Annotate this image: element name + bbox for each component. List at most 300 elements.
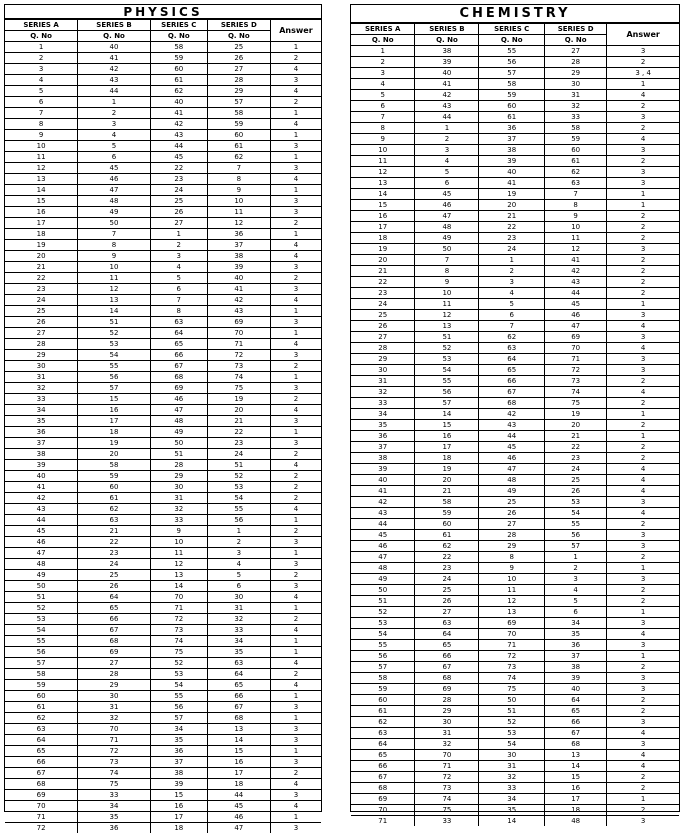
series-c-qno: 48 xyxy=(479,475,545,486)
series-a-qno: 32 xyxy=(351,387,415,398)
answer-cell: 4 xyxy=(607,486,679,497)
answer-cell: 2 xyxy=(607,222,679,233)
series-a-qno: 57 xyxy=(5,658,78,669)
answer-cell: 3 xyxy=(607,178,679,189)
series-d-qno: 36 xyxy=(545,640,607,651)
answer-cell: 4 xyxy=(270,174,321,185)
series-d-qno: 42 xyxy=(545,266,607,277)
series-a-qno: 58 xyxy=(351,673,415,684)
series-a-qno: 38 xyxy=(351,453,415,464)
series-a-qno: 13 xyxy=(5,174,78,185)
series-a-qno: 56 xyxy=(351,651,415,662)
series-a-qno: 31 xyxy=(5,372,78,383)
series-c-qno: 72 xyxy=(479,651,545,662)
series-c-qno: 33 xyxy=(479,783,545,794)
answer-cell: 3 xyxy=(270,383,321,394)
series-b-qno: 56 xyxy=(415,387,479,398)
series-d-qno: 53 xyxy=(207,482,270,493)
answer-cell: 1 xyxy=(270,427,321,438)
table-row xyxy=(351,497,679,508)
series-b-qno: 30 xyxy=(415,717,479,728)
series-a-qno: 58 xyxy=(5,669,78,680)
table-row xyxy=(5,163,321,174)
series-d-qno: 65 xyxy=(207,680,270,691)
series-a-qno: 14 xyxy=(351,189,415,200)
series-b-qno: 20 xyxy=(415,475,479,486)
table-row xyxy=(351,717,679,728)
table-row xyxy=(351,101,679,112)
table-row xyxy=(351,90,679,101)
series-c-qno: 23 xyxy=(479,233,545,244)
series-a-qno: 37 xyxy=(351,442,415,453)
answer-cell: 4 xyxy=(607,134,679,145)
series-d-qno: 74 xyxy=(207,372,270,383)
series-c-qno: 5 xyxy=(150,273,207,284)
table-row xyxy=(351,651,679,662)
series-d-qno: 6 xyxy=(545,607,607,618)
series-d-qno: 51 xyxy=(207,460,270,471)
series-b-qno: 65 xyxy=(415,640,479,651)
answer-cell: 2 xyxy=(607,585,679,596)
series-b-qno: 75 xyxy=(415,805,479,816)
series-d-qno: 56 xyxy=(207,515,270,526)
series-b-qno: 55 xyxy=(78,361,151,372)
series-b-qno: 15 xyxy=(415,420,479,431)
series-c-qno: 22 xyxy=(479,222,545,233)
series-d-qno: 64 xyxy=(207,669,270,680)
table-row xyxy=(5,339,321,350)
answer-cell: 3 , 4 xyxy=(607,68,679,79)
series-a-header: SERIES A xyxy=(5,20,78,31)
series-d-qno: 67 xyxy=(545,728,607,739)
series-d-qno: 16 xyxy=(545,783,607,794)
table-row xyxy=(5,680,321,691)
series-c-qno: 22 xyxy=(150,163,207,174)
series-c-qno: 4 xyxy=(479,288,545,299)
answer-cell: 1 xyxy=(270,130,321,141)
series-c-qno: 15 xyxy=(150,790,207,801)
series-b-header: SERIES B xyxy=(78,20,151,31)
table-row xyxy=(5,570,321,581)
series-d-qno: 52 xyxy=(207,471,270,482)
table-row xyxy=(5,64,321,75)
table-row xyxy=(351,453,679,464)
series-d-qno: 18 xyxy=(545,805,607,816)
series-a-qno: 36 xyxy=(5,427,78,438)
series-d-qno: 47 xyxy=(207,823,270,833)
series-d-qno: 6 xyxy=(207,581,270,592)
series-b-qno: 18 xyxy=(78,427,151,438)
answer-cell: 2 xyxy=(607,519,679,530)
series-c-qno: 27 xyxy=(150,218,207,229)
series-a-qno: 26 xyxy=(5,317,78,328)
series-d-qno: 58 xyxy=(545,123,607,134)
table-row xyxy=(5,438,321,449)
table-row xyxy=(5,119,321,130)
table-row xyxy=(351,354,679,365)
series-d-qno: 39 xyxy=(545,673,607,684)
series-d-qno: 9 xyxy=(545,211,607,222)
series-b-qno: 20 xyxy=(78,449,151,460)
answer-cell: 1 xyxy=(270,306,321,317)
table-row xyxy=(351,332,679,343)
series-a-qno: 49 xyxy=(351,574,415,585)
physics-title: PHYSICS xyxy=(5,5,321,19)
table-row xyxy=(5,746,321,757)
series-d-qno: 55 xyxy=(545,519,607,530)
answer-cell: 3 xyxy=(270,702,321,713)
answer-cell: 2 xyxy=(607,662,679,673)
series-a-qno: 33 xyxy=(5,394,78,405)
answer-cell: 1 xyxy=(270,812,321,823)
series-d-qno: 53 xyxy=(545,497,607,508)
answer-cell: 3 xyxy=(607,684,679,695)
series-d-qno: 32 xyxy=(207,614,270,625)
table-row xyxy=(5,185,321,196)
series-d-qno: 55 xyxy=(207,504,270,515)
series-d-qno: 22 xyxy=(545,442,607,453)
answer-cell: 4 xyxy=(607,750,679,761)
answer-cell: 1 xyxy=(270,713,321,724)
table-row xyxy=(5,702,321,713)
series-a-qno: 30 xyxy=(5,361,78,372)
series-b-qno: 49 xyxy=(415,233,479,244)
chemistry-title: CHEMISTRY xyxy=(351,5,679,23)
table-row xyxy=(351,310,679,321)
series-c-qno: 40 xyxy=(150,97,207,108)
qno-header: Q. No xyxy=(351,35,415,46)
series-a-qno: 11 xyxy=(351,156,415,167)
series-d-qno: 8 xyxy=(545,200,607,211)
qno-header: Q. No xyxy=(5,31,78,42)
table-row xyxy=(351,266,679,277)
series-c-qno: 41 xyxy=(479,178,545,189)
series-b-qno: 7 xyxy=(415,255,479,266)
table-row xyxy=(5,53,321,64)
series-b-qno: 6 xyxy=(78,152,151,163)
series-c-qno: 64 xyxy=(479,354,545,365)
series-d-qno: 61 xyxy=(545,156,607,167)
table-row xyxy=(351,530,679,541)
answer-cell: 2 xyxy=(607,420,679,431)
series-b-qno: 5 xyxy=(415,167,479,178)
series-c-qno: 43 xyxy=(150,130,207,141)
table-row xyxy=(5,361,321,372)
series-a-qno: 6 xyxy=(351,101,415,112)
series-b-qno: 75 xyxy=(78,779,151,790)
answer-cell: 2 xyxy=(607,596,679,607)
table-row xyxy=(351,123,679,134)
series-c-qno: 35 xyxy=(150,735,207,746)
series-c-qno: 46 xyxy=(479,453,545,464)
series-d-qno: 25 xyxy=(545,475,607,486)
series-c-qno: 75 xyxy=(479,684,545,695)
answer-cell: 3 xyxy=(607,541,679,552)
answer-cell: 4 xyxy=(270,779,321,790)
series-b-qno: 61 xyxy=(78,493,151,504)
series-b-qno: 11 xyxy=(415,299,479,310)
answer-header: Answer xyxy=(607,24,679,46)
series-a-qno: 17 xyxy=(5,218,78,229)
answer-cell: 4 xyxy=(607,508,679,519)
answer-cell: 4 xyxy=(270,658,321,669)
series-a-qno: 2 xyxy=(351,57,415,68)
qno-header: Q. No xyxy=(78,31,151,42)
series-c-qno: 10 xyxy=(479,574,545,585)
series-b-qno: 12 xyxy=(78,284,151,295)
table-row xyxy=(5,658,321,669)
series-d-qno: 35 xyxy=(545,629,607,640)
series-c-qno: 68 xyxy=(479,398,545,409)
table-row xyxy=(351,475,679,486)
series-d-qno: 54 xyxy=(545,508,607,519)
series-a-qno: 66 xyxy=(5,757,78,768)
answer-cell: 2 xyxy=(607,101,679,112)
table-row xyxy=(351,563,679,574)
series-a-qno: 22 xyxy=(5,273,78,284)
answer-cell: 1 xyxy=(270,691,321,702)
series-c-qno: 70 xyxy=(150,592,207,603)
series-c-qno: 56 xyxy=(479,57,545,68)
answer-cell: 3 xyxy=(270,823,321,833)
answer-cell: 4 xyxy=(607,387,679,398)
table-row xyxy=(5,625,321,636)
series-d-qno: 11 xyxy=(207,207,270,218)
answer-cell: 2 xyxy=(270,570,321,581)
series-d-qno: 10 xyxy=(545,222,607,233)
series-b-qno: 62 xyxy=(415,541,479,552)
answer-cell: 1 xyxy=(270,603,321,614)
series-a-qno: 42 xyxy=(5,493,78,504)
table-row xyxy=(5,75,321,86)
table-row xyxy=(5,779,321,790)
series-a-qno: 30 xyxy=(351,365,415,376)
table-row xyxy=(5,229,321,240)
series-c-qno: 23 xyxy=(150,174,207,185)
series-a-qno: 10 xyxy=(351,145,415,156)
series-a-qno: 23 xyxy=(351,288,415,299)
series-b-qno: 23 xyxy=(415,563,479,574)
answer-cell: 1 xyxy=(270,185,321,196)
series-b-qno: 48 xyxy=(78,196,151,207)
series-d-qno: 27 xyxy=(207,64,270,75)
series-c-qno: 73 xyxy=(150,625,207,636)
series-b-qno: 25 xyxy=(78,570,151,581)
table-row xyxy=(351,409,679,420)
series-a-qno: 62 xyxy=(5,713,78,724)
series-b-qno: 32 xyxy=(78,713,151,724)
table-row xyxy=(5,427,321,438)
table-row xyxy=(5,449,321,460)
series-c-qno: 2 xyxy=(479,266,545,277)
series-b-qno: 35 xyxy=(78,812,151,823)
series-a-qno: 71 xyxy=(351,816,415,827)
series-a-qno: 8 xyxy=(351,123,415,134)
series-b-qno: 59 xyxy=(415,508,479,519)
series-d-qno: 70 xyxy=(207,328,270,339)
series-d-qno: 13 xyxy=(207,724,270,735)
table-row xyxy=(5,548,321,559)
series-d-qno: 69 xyxy=(545,332,607,343)
series-d-qno: 26 xyxy=(545,486,607,497)
answer-cell: 4 xyxy=(607,90,679,101)
table-row xyxy=(351,695,679,706)
table-row xyxy=(5,130,321,141)
series-c-qno: 53 xyxy=(150,669,207,680)
series-c-qno: 46 xyxy=(150,394,207,405)
series-b-qno: 50 xyxy=(78,218,151,229)
series-b-qno: 30 xyxy=(78,691,151,702)
answer-cell: 4 xyxy=(607,728,679,739)
series-b-qno: 15 xyxy=(78,394,151,405)
series-a-qno: 42 xyxy=(351,497,415,508)
table-row xyxy=(5,757,321,768)
answer-cell: 1 xyxy=(270,108,321,119)
table-row xyxy=(351,299,679,310)
series-b-qno: 4 xyxy=(78,130,151,141)
series-a-qno: 26 xyxy=(351,321,415,332)
series-a-qno: 19 xyxy=(351,244,415,255)
answer-cell: 1 xyxy=(607,200,679,211)
series-c-qno: 45 xyxy=(479,442,545,453)
series-a-qno: 41 xyxy=(351,486,415,497)
series-d-qno: 68 xyxy=(207,713,270,724)
table-row xyxy=(351,211,679,222)
series-d-qno: 38 xyxy=(207,251,270,262)
answer-cell: 2 xyxy=(607,772,679,783)
answer-cell: 3 xyxy=(607,717,679,728)
series-c-qno: 1 xyxy=(479,255,545,266)
series-a-qno: 69 xyxy=(351,794,415,805)
series-a-qno: 55 xyxy=(351,640,415,651)
answer-cell: 4 xyxy=(270,251,321,262)
answer-cell: 2 xyxy=(607,805,679,816)
series-a-qno: 33 xyxy=(351,398,415,409)
series-a-qno: 55 xyxy=(5,636,78,647)
series-b-qno: 69 xyxy=(78,647,151,658)
series-b-qno: 13 xyxy=(78,295,151,306)
series-d-qno: 4 xyxy=(545,585,607,596)
series-b-qno: 27 xyxy=(78,658,151,669)
series-c-qno: 49 xyxy=(150,427,207,438)
series-b-qno: 63 xyxy=(78,515,151,526)
table-row xyxy=(351,629,679,640)
table-row xyxy=(5,537,321,548)
table-row xyxy=(5,790,321,801)
series-a-qno: 6 xyxy=(5,97,78,108)
answer-cell: 4 xyxy=(270,405,321,416)
series-c-qno: 63 xyxy=(479,343,545,354)
table-row xyxy=(5,141,321,152)
series-c-qno: 31 xyxy=(150,493,207,504)
series-d-qno: 25 xyxy=(207,42,270,53)
series-c-qno: 7 xyxy=(150,295,207,306)
series-c-qno: 12 xyxy=(150,559,207,570)
table-row xyxy=(351,222,679,233)
series-b-qno: 74 xyxy=(78,768,151,779)
series-d-qno: 54 xyxy=(207,493,270,504)
table-row xyxy=(351,233,679,244)
series-a-qno: 11 xyxy=(5,152,78,163)
series-a-qno: 61 xyxy=(351,706,415,717)
answer-cell: 3 xyxy=(270,724,321,735)
answer-cell: 1 xyxy=(607,299,679,310)
answer-cell: 1 xyxy=(607,409,679,420)
chemistry-panel xyxy=(350,4,680,812)
series-b-qno: 3 xyxy=(415,145,479,156)
series-a-qno: 72 xyxy=(5,823,78,833)
series-a-qno: 70 xyxy=(5,801,78,812)
series-d-qno: 23 xyxy=(545,453,607,464)
answer-cell: 3 xyxy=(270,207,321,218)
series-d-qno: 35 xyxy=(207,647,270,658)
series-c-qno: 69 xyxy=(479,618,545,629)
series-c-qno: 28 xyxy=(479,530,545,541)
series-c-qno: 65 xyxy=(150,339,207,350)
answer-cell: 1 xyxy=(607,79,679,90)
series-d-qno: 65 xyxy=(545,706,607,717)
series-a-qno: 20 xyxy=(5,251,78,262)
table-row xyxy=(5,306,321,317)
series-a-qno: 16 xyxy=(351,211,415,222)
series-c-qno: 36 xyxy=(479,123,545,134)
series-c-qno: 62 xyxy=(479,332,545,343)
answer-cell: 2 xyxy=(607,266,679,277)
table-row xyxy=(5,295,321,306)
series-c-qno: 24 xyxy=(150,185,207,196)
series-c-qno: 9 xyxy=(150,526,207,537)
table-row xyxy=(5,240,321,251)
series-a-qno: 12 xyxy=(5,163,78,174)
series-a-qno: 60 xyxy=(351,695,415,706)
series-a-qno: 49 xyxy=(5,570,78,581)
series-c-qno: 71 xyxy=(150,603,207,614)
qno-header: Q. No xyxy=(207,31,270,42)
series-c-qno: 12 xyxy=(479,596,545,607)
table-row xyxy=(5,669,321,680)
series-c-qno: 51 xyxy=(479,706,545,717)
series-a-qno: 65 xyxy=(351,750,415,761)
series-a-qno: 50 xyxy=(5,581,78,592)
series-c-qno: 38 xyxy=(150,768,207,779)
answer-cell: 2 xyxy=(270,394,321,405)
series-d-qno: 39 xyxy=(207,262,270,273)
series-d-qno: 40 xyxy=(207,273,270,284)
answer-cell: 3 xyxy=(270,537,321,548)
series-c-qno: 19 xyxy=(479,189,545,200)
series-d-qno: 45 xyxy=(545,299,607,310)
series-a-qno: 23 xyxy=(5,284,78,295)
series-d-qno: 9 xyxy=(207,185,270,196)
series-a-qno: 45 xyxy=(5,526,78,537)
series-a-qno: 45 xyxy=(351,530,415,541)
series-c-qno: 61 xyxy=(479,112,545,123)
series-d-qno: 57 xyxy=(207,97,270,108)
table-row xyxy=(5,328,321,339)
series-a-qno: 5 xyxy=(351,90,415,101)
series-b-qno: 39 xyxy=(415,57,479,68)
table-row xyxy=(5,383,321,394)
series-c-qno: 73 xyxy=(479,662,545,673)
series-a-qno: 44 xyxy=(5,515,78,526)
table-row xyxy=(351,189,679,200)
answer-cell: 1 xyxy=(607,563,679,574)
series-d-qno: 30 xyxy=(545,79,607,90)
series-a-qno: 54 xyxy=(5,625,78,636)
series-b-qno: 40 xyxy=(415,68,479,79)
answer-cell: 2 xyxy=(607,453,679,464)
series-b-qno: 17 xyxy=(415,442,479,453)
